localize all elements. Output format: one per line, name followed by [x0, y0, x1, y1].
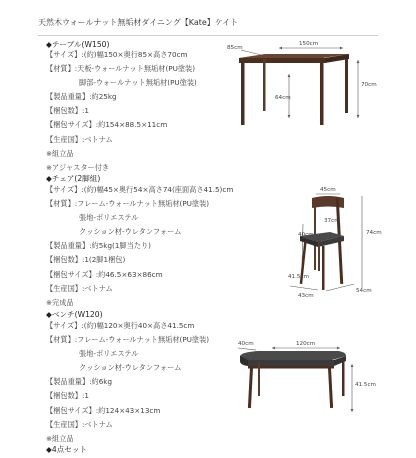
spec-row: 【材質】:フレーム-ウォールナット無垢材(PU塗装)	[46, 199, 210, 209]
dim-label: 54cm	[356, 288, 372, 294]
spec-row: 【生産国】:ベトナム	[46, 283, 113, 293]
set-section-title: ◆4点セット	[46, 445, 88, 454]
bench-leg	[342, 360, 345, 396]
bench-section-title: ◆ベンチ(W120)	[46, 310, 103, 319]
spec-row: 脚部-ウォールナット無垢材(PU塗装)	[79, 78, 197, 88]
bench-illustration	[228, 336, 388, 416]
dim-label: 40cm	[298, 232, 314, 238]
chair-spec-list	[46, 183, 233, 310]
chair-illustration	[278, 184, 388, 299]
chair-leg	[322, 246, 325, 290]
spec-row: 張地-ポリエステル	[79, 349, 139, 359]
spec-row: 【サイズ】:(約)幅150×奥行85×高さ70cm	[46, 50, 188, 59]
table-leg	[320, 63, 324, 125]
table-top-edge	[239, 58, 325, 63]
table-illustration	[225, 36, 385, 136]
spec-note: ※完成品	[46, 297, 74, 307]
spec-row: クッション材-ウレタンフォーム	[79, 363, 182, 373]
page-title: 天然木ウォールナット無垢材ダイニング【Kate】ケイト	[38, 18, 239, 27]
spec-row: 【製品重量】:約5kg(1脚当たり)	[46, 241, 151, 251]
dim-label: 43cm	[298, 293, 314, 299]
table-leg	[345, 59, 348, 113]
bench-cushion	[240, 351, 346, 360]
dim-label: 37cm	[324, 218, 340, 224]
bench-leg	[248, 366, 253, 408]
spec-row: 【製品重量】:約6kg	[46, 377, 113, 387]
spec-note: ※アジャスター付き	[46, 162, 110, 172]
spec-row: 【製品重量】:約25kg	[46, 92, 117, 102]
dim-label: 85cm	[227, 45, 243, 51]
dim-label: 74cm	[366, 230, 382, 236]
dim-label: 41.5cm	[288, 274, 309, 280]
spec-row: 【梱包サイズ】:約46.5×63×86cm	[46, 269, 163, 279]
spec-note: ※組立品	[46, 148, 74, 158]
dim-label: 150cm	[299, 41, 319, 47]
spec-row: 【梱包数】:1	[46, 391, 89, 401]
spec-row: 【生産国】:ベトナム	[46, 419, 113, 429]
dim-label: 120cm	[296, 341, 316, 347]
spec-row: 【生産国】:ベトナム	[46, 134, 113, 144]
spec-row: 【梱包サイズ】:約154×88.5×11cm	[46, 120, 168, 130]
dim-label: 40cm	[238, 341, 254, 347]
bench-leg	[328, 366, 333, 408]
table-section-title: ◆テーブル(W150)	[46, 40, 110, 49]
spec-row: 【梱包サイズ】:約124×43×13cm	[46, 405, 161, 415]
spec-note: ※組立品	[46, 433, 74, 443]
spec-row: 【梱包数】:1	[46, 106, 89, 116]
spec-row: 【サイズ】:(約)幅120×奥行40×高さ41.5cm	[46, 321, 195, 330]
page-header	[38, 13, 378, 36]
table-spec-list	[46, 48, 197, 175]
bench-spec-list	[46, 319, 209, 446]
table-leg	[263, 59, 266, 111]
spec-row: 【材質】:天板-ウォールナット無垢材(PU塗装)	[46, 64, 196, 74]
spec-row: 【サイズ】:(約)幅45×奥行54×高さ74(座面高さ41.5)cm	[46, 185, 234, 194]
bench-leg	[258, 362, 260, 396]
spec-row: 張地-ポリエステル	[79, 213, 139, 223]
spec-row: 【材質】:フレーム-ウォールナット無垢材(PU塗装)	[46, 335, 210, 345]
dim-label: 70cm	[361, 82, 377, 88]
table-leg	[241, 63, 245, 125]
dim-label: 41.5cm	[355, 382, 376, 388]
spec-row: クッション材-ウレタンフォーム	[79, 227, 182, 237]
dim-label: 45cm	[320, 187, 336, 193]
chair-section-title: ◆チェア(2脚組)	[46, 174, 101, 183]
dim-label: 64cm	[275, 95, 291, 101]
chair-backrest	[312, 196, 344, 208]
spec-row: 【梱包数】:1(2脚1梱包)	[46, 255, 126, 265]
